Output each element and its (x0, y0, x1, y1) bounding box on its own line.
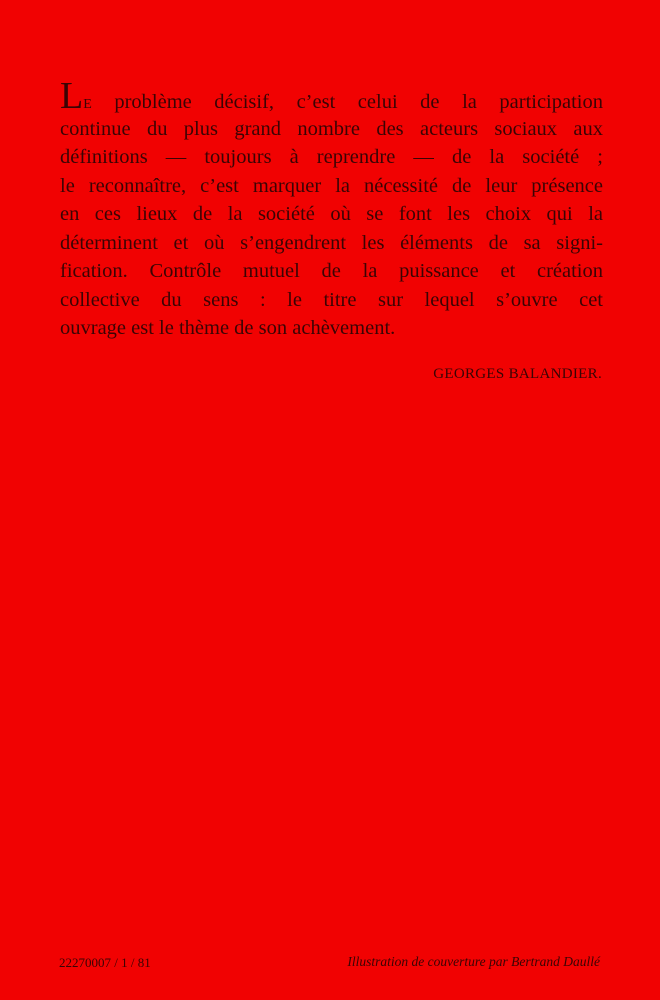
small-cap: E (83, 97, 92, 112)
drop-cap: L (60, 75, 84, 117)
quote-line: déterminent et où s’engendrent les éléments de sa signi- (60, 231, 603, 254)
quote-line-text: problème décisif, c’est celui de la participation (91, 91, 603, 113)
catalog-code: 22270007 / 1 / 81 (59, 955, 151, 970)
quote-line: collective du sens : le titre sur lequel s’ouvre cet (60, 288, 603, 311)
illustration-credit: Illustration de couverture par Bertrand Daullé (347, 954, 600, 969)
quote-line: en ces lieux de la société où se font les choix qui la (60, 203, 603, 225)
quote-line: le reconnaître, c’est marquer la nécessité de leur présence (60, 174, 603, 197)
quote-line: définitions — toujours à reprendre — de la société ; (60, 146, 603, 168)
author-name: GEORGES BALANDIER. (433, 366, 602, 382)
quote-line (60, 75, 603, 117)
quote-line: ouvrage est le thème de son achèvement. (60, 317, 396, 339)
quote-line: continue du plus grand nombre des acteurs sociaux aux (60, 117, 603, 140)
quote-line: fication. Contrôle mutuel de la puissance et création (60, 260, 603, 282)
back-cover-quote (60, 75, 603, 343)
